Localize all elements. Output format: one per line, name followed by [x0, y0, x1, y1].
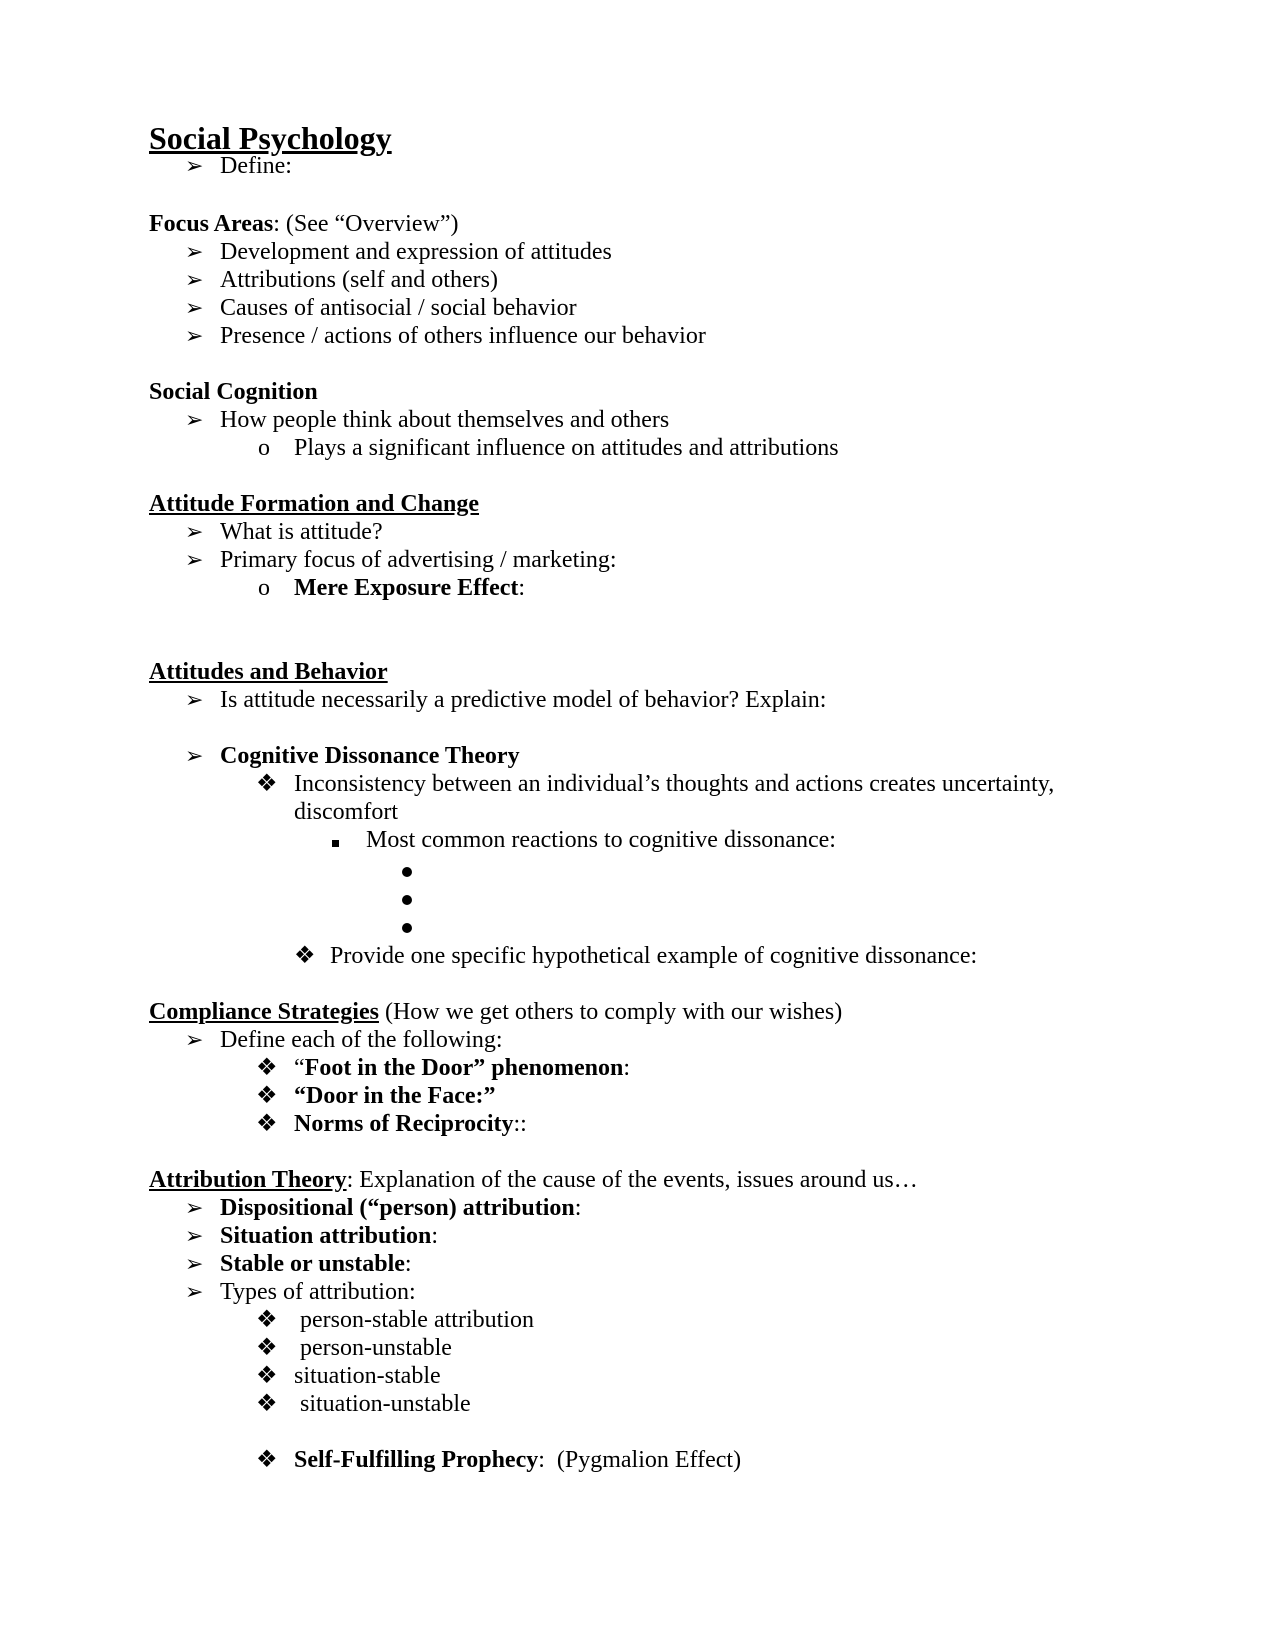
attribution-heading: Attribution Theory: Explanation of the cause of the events, issues around us… [149, 1167, 918, 1193]
cdt-point-line1: Inconsistency between an individual’s thoughts and actions creates uncertainty, [294, 771, 1055, 797]
diamond-bullet-icon: ❖ [256, 1083, 278, 1109]
diamond-bullet-icon: ❖ [256, 1307, 278, 1333]
type-item: person-unstable [294, 1335, 452, 1361]
arrow-bullet-icon: ➢ [185, 743, 204, 768]
situation-item: Situation attribution: [220, 1223, 439, 1249]
diamond-bullet-icon: ❖ [256, 1111, 278, 1137]
arrow-bullet-icon: ➢ [185, 295, 204, 320]
list-item: Is attitude necessarily a predictive model of behavior? Explain: [220, 687, 827, 713]
social-cognition-heading: Social Cognition [149, 379, 318, 405]
self-fulfilling-prophecy-item: Self-Fulfilling Prophecy: (Pygmalion Effect) [294, 1447, 742, 1473]
list-item: Define each of the following: [220, 1027, 503, 1053]
arrow-bullet-icon: ➢ [185, 547, 204, 572]
diamond-bullet-icon: ❖ [256, 1447, 278, 1473]
diamond-bullet-icon: ❖ [256, 1391, 278, 1417]
example-prompt: Provide one specific hypothetical example of cognitive dissonance: [330, 943, 978, 969]
dot-bullet-icon [402, 856, 412, 884]
arrow-bullet-icon: ➢ [185, 1027, 204, 1052]
arrow-bullet-icon: ➢ [185, 1223, 204, 1248]
door-in-face-item: “Door in the Face:” [294, 1083, 496, 1109]
square-bullet-icon [332, 826, 339, 854]
arrow-bullet-icon: ➢ [185, 153, 204, 178]
foot-in-door-item: “Foot in the Door” phenomenon: [294, 1055, 631, 1081]
arrow-bullet-icon: ➢ [185, 687, 204, 712]
stable-item: Stable or unstable: [220, 1251, 412, 1277]
arrow-bullet-icon: ➢ [185, 407, 204, 432]
list-item: How people think about themselves and others [220, 407, 670, 433]
types-item: Types of attribution: [220, 1279, 416, 1305]
type-item: situation-stable [294, 1363, 441, 1389]
page-title: Social Psychology [149, 120, 392, 156]
cdt-point-line2: discomfort [294, 799, 398, 825]
list-item: Presence / actions of others influence our behavior [220, 323, 706, 349]
dot-bullet-icon [402, 912, 412, 940]
dot-bullet-icon [402, 884, 412, 912]
compliance-heading: Compliance Strategies (How we get others to comply with our wishes) [149, 999, 843, 1025]
type-item: person-stable attribution [294, 1307, 534, 1333]
type-item: situation-unstable [294, 1391, 471, 1417]
sub-item: Plays a significant influence on attitudes and attributions [294, 435, 839, 461]
arrow-bullet-icon: ➢ [185, 519, 204, 544]
list-item: What is attitude? [220, 519, 383, 545]
circle-bullet-icon: o [258, 435, 270, 461]
diamond-bullet-icon: ❖ [256, 771, 278, 797]
sub-item: Most common reactions to cognitive dissonance: [366, 827, 836, 853]
diamond-bullet-icon: ❖ [256, 1363, 278, 1389]
circle-bullet-icon: o [258, 575, 270, 601]
arrow-bullet-icon: ➢ [185, 239, 204, 264]
dispositional-item: Dispositional (“person) attribution: [220, 1195, 582, 1221]
attitude-formation-heading: Attitude Formation and Change [149, 491, 480, 517]
arrow-bullet-icon: ➢ [185, 267, 204, 292]
arrow-bullet-icon: ➢ [185, 1251, 204, 1276]
arrow-bullet-icon: ➢ [185, 1279, 204, 1304]
diamond-bullet-icon: ❖ [294, 943, 316, 969]
cognitive-dissonance-heading: Cognitive Dissonance Theory [220, 743, 520, 769]
arrow-bullet-icon: ➢ [185, 323, 204, 348]
define-line: Define: [220, 153, 292, 179]
focus-areas-heading: Focus Areas: (See “Overview”) [149, 211, 459, 237]
list-item: Causes of antisocial / social behavior [220, 295, 577, 321]
attitudes-behavior-heading: Attitudes and Behavior [149, 659, 388, 685]
arrow-bullet-icon: ➢ [185, 1195, 204, 1220]
diamond-bullet-icon: ❖ [256, 1055, 278, 1081]
list-item: Development and expression of attitudes [220, 239, 612, 265]
list-item: Primary focus of advertising / marketing: [220, 547, 617, 573]
list-item: Attributions (self and others) [220, 267, 498, 293]
norms-item: Norms of Reciprocity:: [294, 1111, 527, 1137]
diamond-bullet-icon: ❖ [256, 1335, 278, 1361]
sub-item: Mere Exposure Effect: [294, 575, 526, 601]
